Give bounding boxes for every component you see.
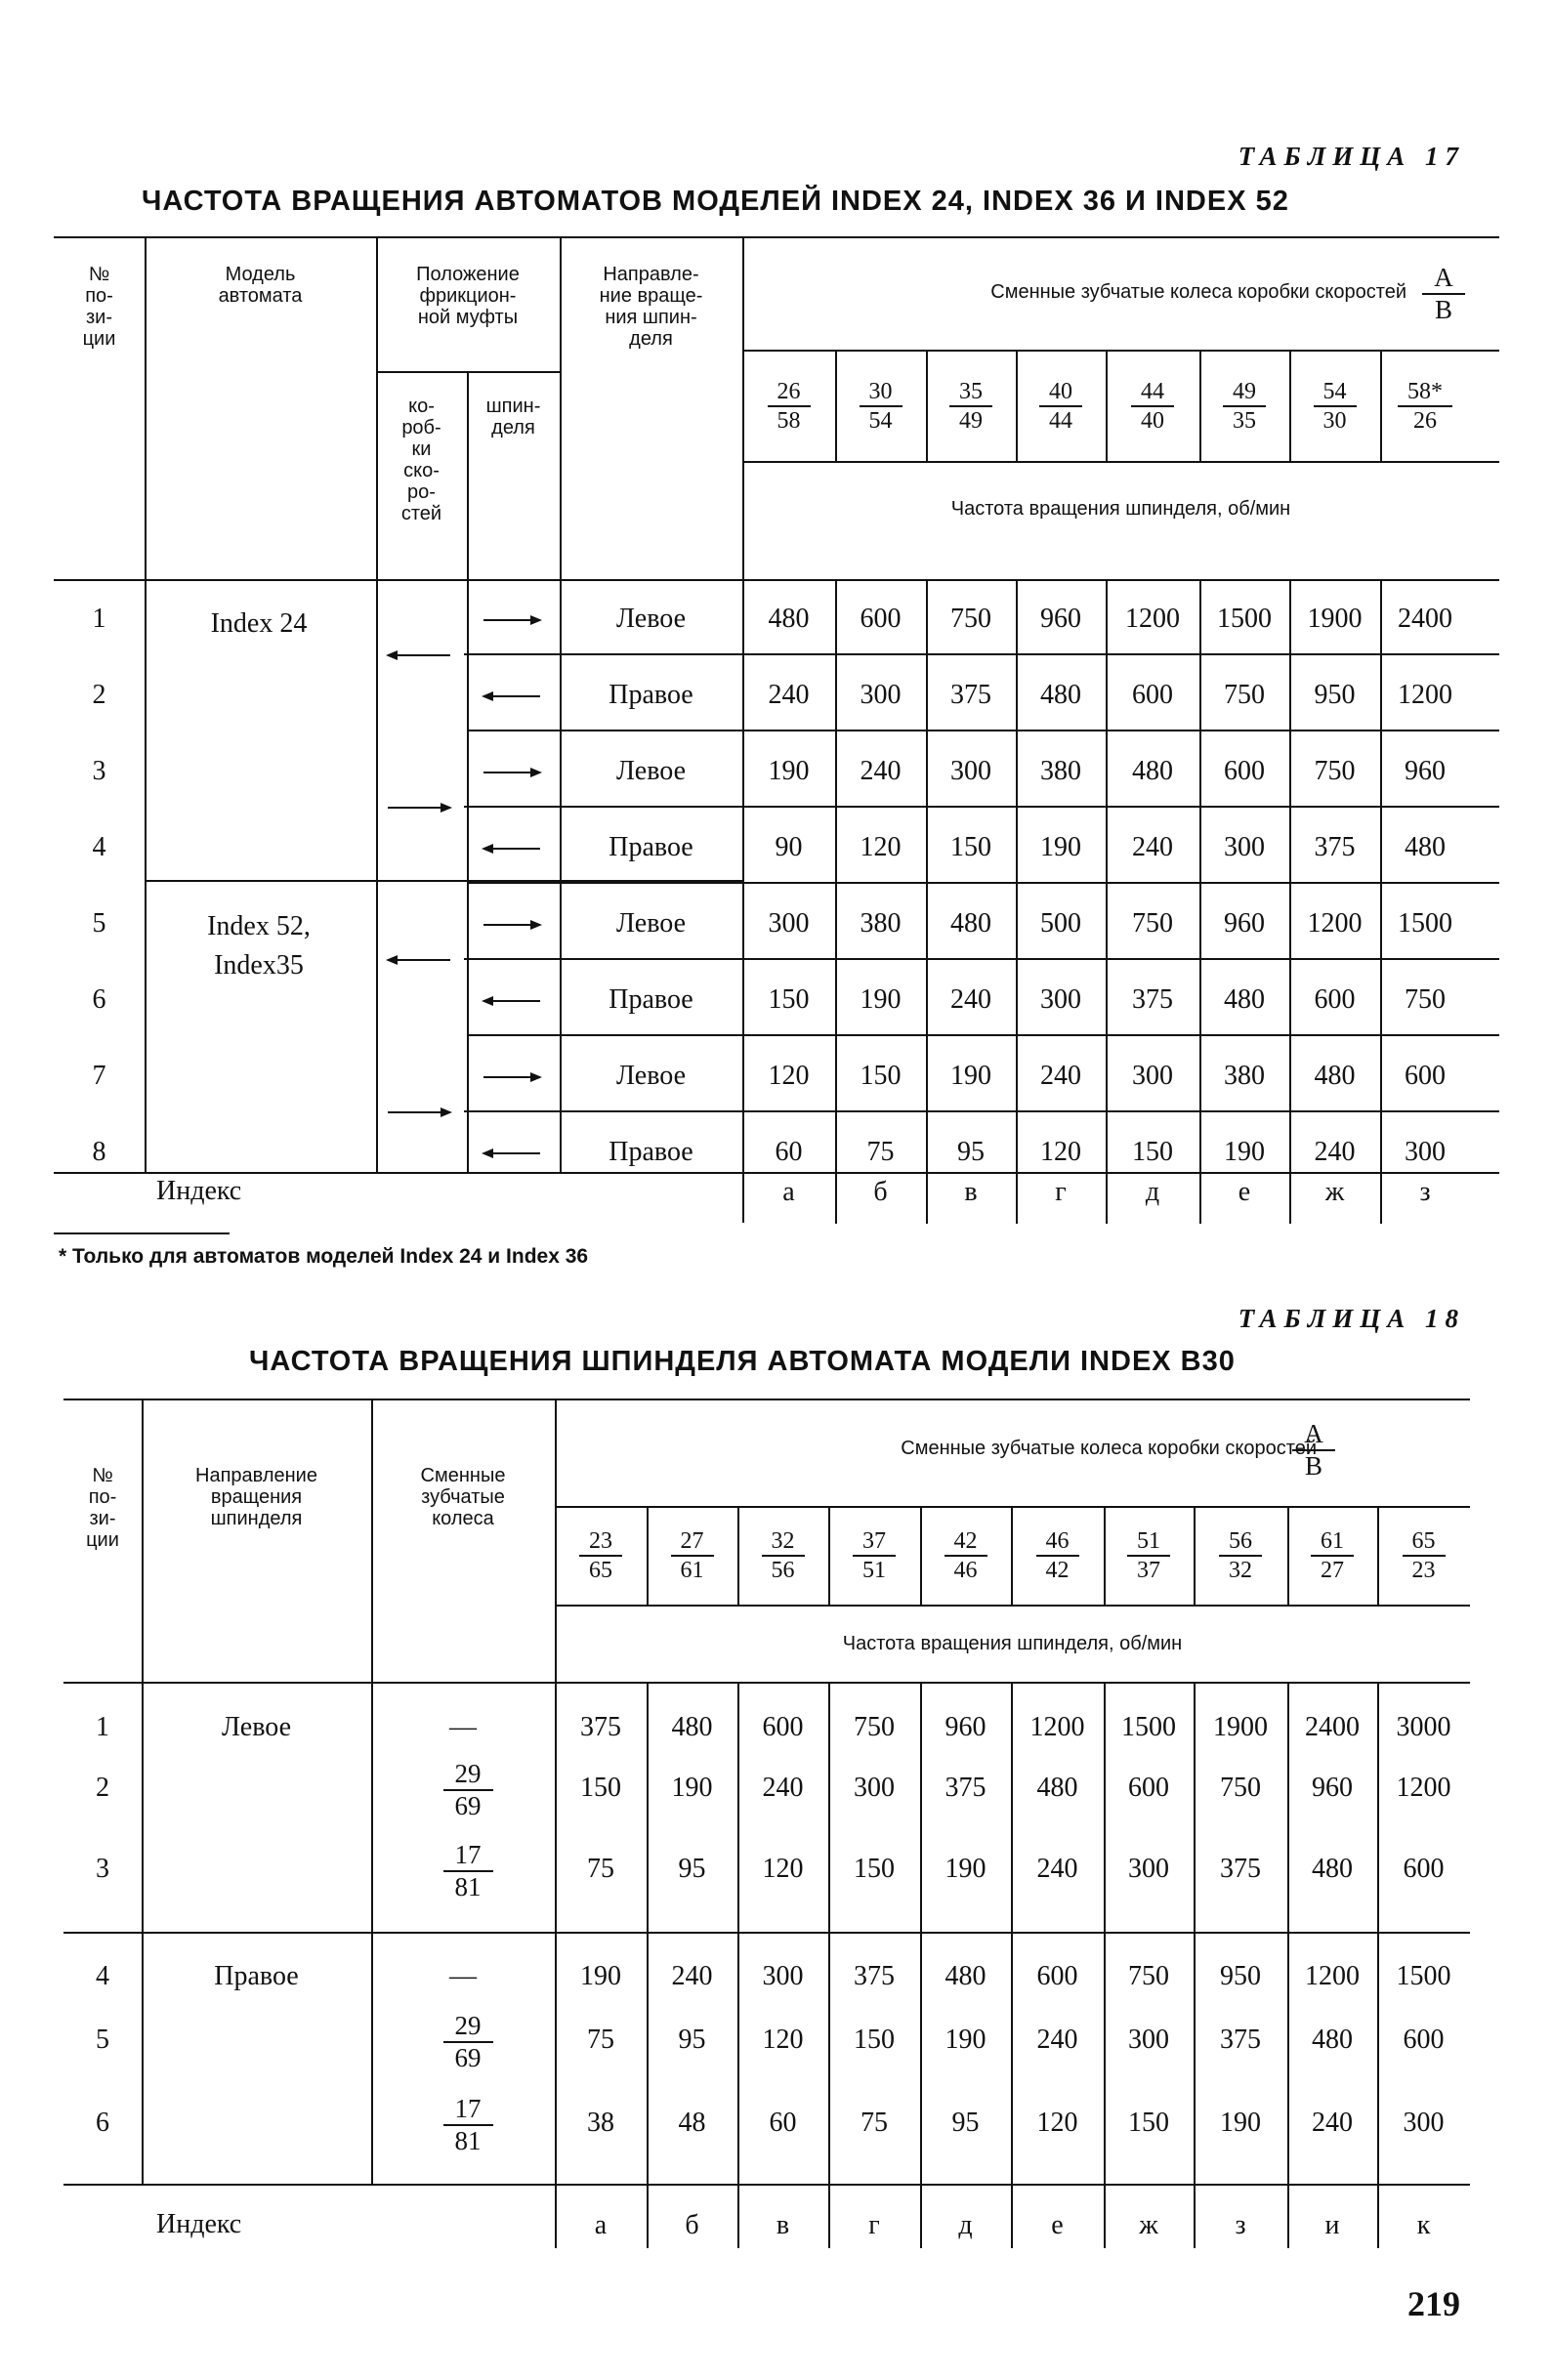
table18-header-ratio-denominator: B bbox=[1304, 1451, 1322, 1481]
table18-gear-ratio bbox=[552, 1528, 650, 1583]
table17-value: 960 bbox=[1405, 756, 1446, 786]
table18-value: 48 bbox=[678, 2108, 706, 2138]
table17-value: 300 bbox=[768, 908, 810, 939]
table18-col-line bbox=[647, 2184, 649, 2248]
table18-gear-ratio-numerator: 65 bbox=[1403, 1528, 1446, 1557]
table17-value: 240 bbox=[1314, 1137, 1356, 1167]
table17-value: 380 bbox=[1224, 1061, 1265, 1091]
table17-pos: 2 bbox=[92, 680, 106, 710]
table18-index-letter: в bbox=[776, 2210, 790, 2240]
table18-index-letter: и bbox=[1324, 2210, 1340, 2240]
table18-col-line bbox=[828, 2184, 830, 2248]
table17-value: 150 bbox=[950, 832, 991, 862]
table17-pos: 8 bbox=[92, 1137, 106, 1167]
table18-value: 240 bbox=[762, 1773, 804, 1803]
table17-value: 120 bbox=[1040, 1137, 1081, 1167]
table17-header-clutch-box: ко- роб- ки ско- ро- стей bbox=[400, 396, 442, 524]
table17-value: 190 bbox=[768, 756, 810, 786]
table18-header-freq: Частота вращения шпинделя, об/мин bbox=[842, 1633, 1183, 1654]
table17-value: 300 bbox=[950, 756, 991, 786]
table17-value: 60 bbox=[775, 1137, 803, 1167]
table18-value: 75 bbox=[860, 2108, 888, 2138]
table17-index-letter: е bbox=[1238, 1177, 1251, 1207]
table18-value: 190 bbox=[580, 1961, 621, 1991]
table18-value: 950 bbox=[1220, 1961, 1261, 1991]
table18-value: 150 bbox=[580, 1773, 621, 1803]
table17-footnote: * Только для автоматов моделей Index 24 и Index 36 bbox=[59, 1245, 589, 1268]
table18-value: 300 bbox=[854, 1773, 895, 1803]
table17-gear-ratio-denominator: 30 bbox=[1322, 408, 1347, 434]
table17-value: 480 bbox=[1314, 1061, 1356, 1091]
table17-index-letter: г bbox=[1055, 1177, 1067, 1207]
table18-ratio-rule bbox=[555, 1605, 1470, 1607]
table18-index-letter: ж bbox=[1139, 2210, 1158, 2240]
table18-col-line bbox=[920, 2184, 922, 2248]
table18-gear-ratio-numerator: 46 bbox=[1036, 1528, 1079, 1557]
table18-value: 2400 bbox=[1305, 1712, 1360, 1742]
table18-value: 190 bbox=[944, 2025, 986, 2055]
table17-title: ЧАСТОТА ВРАЩЕНИЯ АВТОМАТОВ МОДЕЛЕЙ INDEX 24, INDEX 36 И INDEX 52 bbox=[142, 186, 1289, 217]
table17-index-letter: в bbox=[964, 1177, 978, 1207]
table17-pos: 7 bbox=[92, 1061, 106, 1091]
table18-value: 960 bbox=[944, 1712, 986, 1742]
table18-index-label: Индекс bbox=[156, 2209, 242, 2239]
table17-value: 240 bbox=[950, 984, 991, 1015]
table18-header-direction: Направление вращения шпинделя bbox=[195, 1465, 317, 1529]
table18-col-line bbox=[1104, 2184, 1106, 2248]
table18-header-change-gears: Сменные зубчатые колеса bbox=[420, 1465, 506, 1529]
table18-value: 95 bbox=[678, 1854, 706, 1884]
table18-gear-ratio-denominator: 32 bbox=[1229, 1558, 1252, 1583]
table18-value: 60 bbox=[769, 2108, 797, 2138]
table18-value: 750 bbox=[1220, 1773, 1261, 1803]
table17-value: 375 bbox=[1314, 832, 1356, 862]
table17-direction: Правое bbox=[609, 1137, 693, 1167]
table18-value: 300 bbox=[1128, 1854, 1169, 1884]
table17-pos: 1 bbox=[92, 604, 106, 634]
table17-value: 960 bbox=[1224, 908, 1265, 939]
table18-group-rule bbox=[63, 1932, 1470, 1934]
table18-col-line bbox=[1194, 1682, 1196, 2248]
table17-value: 190 bbox=[860, 984, 902, 1015]
table18-index-letter: а bbox=[594, 2210, 608, 2240]
table17-index-letter: д bbox=[1145, 1177, 1160, 1207]
table17-value: 480 bbox=[1224, 984, 1265, 1015]
table17-value: 600 bbox=[1405, 1061, 1446, 1091]
table18-value: 190 bbox=[1220, 2108, 1261, 2138]
table18-gear-ratio-numerator: 32 bbox=[762, 1528, 805, 1557]
table17-value: 480 bbox=[1132, 756, 1173, 786]
table17-header-ratio-denominator: B bbox=[1434, 295, 1452, 324]
table18-value: 150 bbox=[854, 1854, 895, 1884]
table18-value: 480 bbox=[671, 1712, 713, 1742]
table17-value: 150 bbox=[1132, 1137, 1173, 1167]
table18-col-line bbox=[737, 2184, 739, 2248]
table17-model-index35: Index35 bbox=[214, 950, 304, 981]
table18-value: 38 bbox=[587, 2108, 614, 2138]
table17-gear-ratio-numerator: 44 bbox=[1131, 379, 1174, 407]
table18-value: 75 bbox=[587, 1854, 614, 1884]
table18-value: 1200 bbox=[1029, 1712, 1085, 1742]
table18-value: 95 bbox=[951, 2108, 980, 2138]
table18-change-gear bbox=[419, 1759, 517, 1820]
table18-value: 190 bbox=[671, 1773, 713, 1803]
table17-header-clutch: Положение фрикцион- ной муфты bbox=[416, 264, 520, 328]
table17-value: 150 bbox=[860, 1061, 902, 1091]
table18-index-letter: е bbox=[1051, 2210, 1064, 2240]
table17-pos: 4 bbox=[92, 832, 106, 862]
table18-value: 300 bbox=[762, 1961, 804, 1991]
table17-gear-ratio-denominator: 26 bbox=[1413, 408, 1437, 434]
table17-value: 500 bbox=[1040, 908, 1081, 939]
table18-gear-ratio-numerator: 51 bbox=[1127, 1528, 1170, 1557]
table18-top-rule bbox=[63, 1399, 1470, 1400]
table18-change-gear: — bbox=[449, 1961, 477, 1991]
table17-header-freq: Частота вращения шпинделя, об/мин bbox=[950, 498, 1291, 520]
table18-value: 150 bbox=[854, 2025, 895, 2055]
table17-value: 960 bbox=[1040, 604, 1081, 634]
table18-gear-ratio-denominator: 37 bbox=[1137, 1558, 1160, 1583]
table17-value: 480 bbox=[1040, 680, 1081, 710]
table17-direction: Правое bbox=[609, 984, 693, 1015]
table18-value: 480 bbox=[1312, 2025, 1353, 2055]
table17-pos: 5 bbox=[92, 908, 106, 939]
table17-value: 950 bbox=[1314, 680, 1356, 710]
table18-header-ratio-numerator: A bbox=[1292, 1419, 1335, 1451]
table17-gear-ratio-denominator: 35 bbox=[1233, 408, 1256, 434]
table18-gear-ratio-numerator: 27 bbox=[671, 1528, 714, 1557]
table18-header-gears: Сменные зубчатые колеса коробки скоростей bbox=[901, 1438, 1317, 1459]
table18-index-letter: к bbox=[1416, 2210, 1431, 2240]
table17-gear-ratio-denominator: 44 bbox=[1049, 408, 1072, 434]
table18-gear-ratio bbox=[825, 1528, 923, 1583]
table17-value: 750 bbox=[1132, 908, 1173, 939]
table18-gear-ratio bbox=[644, 1528, 741, 1583]
table18-gear-ratio bbox=[1283, 1528, 1381, 1583]
table17-header-direction: Направле- ние враще- ния шпин- деля bbox=[599, 264, 703, 350]
table17-value: 300 bbox=[1224, 832, 1265, 862]
table18-value: 1200 bbox=[1396, 1773, 1451, 1803]
table18-change-gear-numerator: 29 bbox=[443, 1759, 493, 1791]
table18-value: 600 bbox=[1403, 1854, 1445, 1884]
table18-value: 375 bbox=[580, 1712, 621, 1742]
table17-value: 750 bbox=[1224, 680, 1265, 710]
table18-direction: Правое bbox=[214, 1961, 299, 1991]
table18-index-letter: з bbox=[1235, 2210, 1246, 2240]
table17-gear-ratio-numerator: 49 bbox=[1223, 379, 1266, 407]
table18-pos: 2 bbox=[96, 1773, 109, 1803]
table17-value: 300 bbox=[860, 680, 902, 710]
table17-value: 480 bbox=[768, 604, 810, 634]
table18-pos: 5 bbox=[96, 2025, 109, 2055]
table17-direction: Правое bbox=[609, 832, 693, 862]
table18-pos: 6 bbox=[96, 2108, 109, 2138]
table17-value: 1200 bbox=[1307, 908, 1363, 939]
table17-value: 600 bbox=[1314, 984, 1356, 1015]
table18-change-gear-denominator: 81 bbox=[454, 2126, 482, 2155]
table17-value: 75 bbox=[866, 1137, 895, 1167]
table18-gear-ratio-denominator: 46 bbox=[953, 1558, 978, 1583]
table18-col-line bbox=[1011, 2184, 1013, 2248]
table18-value: 150 bbox=[1128, 2108, 1169, 2138]
table18-header-ratio bbox=[1265, 1419, 1363, 1481]
table17-gear-ratio-denominator: 49 bbox=[959, 408, 983, 434]
table17-value: 1500 bbox=[1398, 908, 1452, 939]
table18-title: ЧАСТОТА ВРАЩЕНИЯ ШПИНДЕЛЯ АВТОМАТА МОДЕЛИ INDEX B30 bbox=[249, 1346, 1236, 1377]
table18-change-gear-denominator: 69 bbox=[454, 2043, 482, 2072]
table17-value: 750 bbox=[950, 604, 991, 634]
table17-value: 240 bbox=[860, 756, 902, 786]
table17-value: 300 bbox=[1132, 1061, 1173, 1091]
table18-change-gear bbox=[419, 1840, 517, 1901]
table18-gear-ratio-denominator: 65 bbox=[589, 1558, 612, 1583]
table18-header-position: № по- зи- ции bbox=[86, 1465, 119, 1551]
table18-header-bottom-rule bbox=[63, 1682, 1470, 1684]
table18-index-rule bbox=[63, 2184, 1470, 2186]
table18-value: 600 bbox=[1403, 2025, 1445, 2055]
table18-pos: 1 bbox=[96, 1712, 109, 1742]
table17-value: 1200 bbox=[1398, 680, 1452, 710]
table18-gear-ratio-denominator: 23 bbox=[1411, 1558, 1436, 1583]
table18-col-line bbox=[1377, 2184, 1379, 2248]
table18-index-letter: г bbox=[868, 2210, 880, 2240]
table18-value: 240 bbox=[1036, 1854, 1078, 1884]
table17-index-letter: з bbox=[1419, 1177, 1431, 1207]
table17-index-letter: а bbox=[782, 1177, 795, 1207]
table17-value: 190 bbox=[950, 1061, 991, 1091]
table17-value: 120 bbox=[768, 1061, 810, 1091]
table17-value: 1900 bbox=[1307, 604, 1363, 634]
table17-value: 190 bbox=[1040, 832, 1081, 862]
table17-value: 1200 bbox=[1125, 604, 1180, 634]
table17-value: 240 bbox=[1040, 1061, 1081, 1091]
table18-value: 1500 bbox=[1121, 1712, 1176, 1742]
table18-pos: 3 bbox=[96, 1854, 109, 1884]
table18-gear-ratio-numerator: 37 bbox=[853, 1528, 896, 1557]
table18-value: 960 bbox=[1312, 1773, 1353, 1803]
table18-value: 95 bbox=[678, 2025, 706, 2055]
table18-value: 750 bbox=[1128, 1961, 1169, 1991]
table17-value: 600 bbox=[1132, 680, 1173, 710]
table18-index-letter: б bbox=[685, 2210, 699, 2240]
table17-direction: Левое bbox=[615, 908, 687, 939]
table18-value: 1200 bbox=[1305, 1961, 1360, 1991]
table17-value: 150 bbox=[768, 984, 810, 1015]
table17-value: 600 bbox=[1224, 756, 1265, 786]
table18-value: 240 bbox=[671, 1961, 713, 1991]
table18-col-line bbox=[1287, 2184, 1289, 2248]
table17-gear-ratio-numerator: 58* bbox=[1398, 379, 1452, 407]
table18-value: 600 bbox=[762, 1712, 804, 1742]
table18-gear-ratio bbox=[917, 1528, 1015, 1583]
table18-value: 375 bbox=[1220, 1854, 1261, 1884]
table18-value: 375 bbox=[944, 1773, 986, 1803]
table17-direction: Правое bbox=[609, 680, 693, 710]
table18-value: 300 bbox=[1403, 2108, 1445, 2138]
table17-value: 375 bbox=[950, 680, 991, 710]
table17-value: 95 bbox=[957, 1137, 985, 1167]
table17-value: 380 bbox=[1040, 756, 1081, 786]
table17-caption: ТАБЛИЦА 17 bbox=[1238, 142, 1465, 171]
table18-value: 1900 bbox=[1213, 1712, 1268, 1742]
table17-pos: 3 bbox=[92, 756, 106, 786]
table18-change-gear-numerator: 17 bbox=[443, 2094, 493, 2126]
table18-gear-ratio-numerator: 56 bbox=[1219, 1528, 1262, 1557]
table17-value: 480 bbox=[950, 908, 991, 939]
table18-value: 480 bbox=[1312, 1854, 1353, 1884]
table18-value: 120 bbox=[762, 2025, 804, 2055]
table18-value: 375 bbox=[854, 1961, 895, 1991]
table18-gear-ratio bbox=[1375, 1528, 1473, 1583]
table18-col-line bbox=[1194, 2184, 1196, 2248]
table17-header-model: Модель автомата bbox=[218, 264, 303, 307]
table18-change-gear: — bbox=[449, 1712, 477, 1742]
table18-gear-ratio-denominator: 56 bbox=[771, 1558, 795, 1583]
table18-change-gear bbox=[419, 2011, 517, 2072]
table17-header-ratio-numerator: A bbox=[1422, 263, 1465, 295]
table18-value: 480 bbox=[1036, 1773, 1078, 1803]
table17-direction: Левое bbox=[615, 604, 687, 634]
table17-value: 1500 bbox=[1217, 604, 1272, 634]
table17-value: 380 bbox=[860, 908, 902, 939]
table17-header-position: № по- зи- ции bbox=[82, 264, 116, 350]
table17-gear-ratio-denominator: 40 bbox=[1141, 408, 1164, 434]
table17-index-label: Индекс bbox=[156, 1176, 242, 1206]
table17-index-letter: ж bbox=[1324, 1177, 1345, 1207]
table18-change-gear-denominator: 81 bbox=[454, 1872, 482, 1901]
table18-gear-ratio-denominator: 27 bbox=[1321, 1558, 1344, 1583]
table18-gear-ratio-numerator: 61 bbox=[1311, 1528, 1354, 1557]
page-number: 219 bbox=[1407, 2284, 1460, 2323]
table18-value: 75 bbox=[587, 2025, 614, 2055]
table18-value: 375 bbox=[1220, 2025, 1261, 2055]
table17-header-gears: Сменные зубчатые колеса коробки скоростей bbox=[990, 281, 1406, 303]
table17-value: 190 bbox=[1224, 1137, 1265, 1167]
table17-value: 480 bbox=[1405, 832, 1446, 862]
table17-direction: Левое bbox=[615, 756, 687, 786]
table18-gear-ratio bbox=[1009, 1528, 1107, 1583]
table18-index-letter: д bbox=[958, 2210, 973, 2240]
table18-gear-ratio bbox=[735, 1528, 832, 1583]
table17-value: 375 bbox=[1132, 984, 1173, 1015]
table18-gear-ratio-numerator: 23 bbox=[579, 1528, 622, 1557]
table18-value: 480 bbox=[944, 1961, 986, 1991]
table17-value: 600 bbox=[860, 604, 902, 634]
table17-pos: 6 bbox=[92, 984, 106, 1015]
table17-value: 90 bbox=[775, 832, 803, 862]
table18-gear-ratio-denominator: 61 bbox=[680, 1558, 704, 1583]
table18-gear-ratio-denominator: 42 bbox=[1045, 1558, 1070, 1583]
table17-model-index24: Index 24 bbox=[210, 608, 308, 639]
table18-gear-ratio-numerator: 42 bbox=[944, 1528, 987, 1557]
table18-caption: ТАБЛИЦА 18 bbox=[1238, 1304, 1465, 1333]
table17-value: 300 bbox=[1405, 1137, 1446, 1167]
table17-gear-ratio-numerator: 30 bbox=[860, 379, 902, 407]
table17-gear-ratio-numerator: 35 bbox=[949, 379, 992, 407]
table18-change-gear-numerator: 17 bbox=[443, 1840, 493, 1872]
table18-value: 3000 bbox=[1396, 1712, 1451, 1742]
table18-change-gear-denominator: 69 bbox=[454, 1791, 482, 1820]
table17-value: 300 bbox=[1040, 984, 1081, 1015]
table18-change-gear bbox=[419, 2094, 517, 2155]
table17-gear-ratio-numerator: 26 bbox=[768, 379, 811, 407]
table18-value: 750 bbox=[854, 1712, 895, 1742]
table17-index-letter: б bbox=[873, 1177, 888, 1207]
table17-value: 2400 bbox=[1398, 604, 1452, 634]
table18-value: 240 bbox=[1036, 2025, 1078, 2055]
table18-value: 120 bbox=[1036, 2108, 1078, 2138]
table18-value: 190 bbox=[944, 1854, 986, 1884]
table18-value: 300 bbox=[1128, 2025, 1169, 2055]
table18-value: 120 bbox=[762, 1854, 804, 1884]
table18-gear-ratio bbox=[1100, 1528, 1197, 1583]
table18-change-gear-numerator: 29 bbox=[443, 2011, 493, 2043]
table18-value: 600 bbox=[1128, 1773, 1169, 1803]
table17-value: 750 bbox=[1314, 756, 1356, 786]
table18-value: 240 bbox=[1312, 2108, 1353, 2138]
table17-gear-ratio-denominator: 58 bbox=[776, 408, 801, 434]
table18-gear-ratio bbox=[1192, 1528, 1289, 1583]
table18-value: 1500 bbox=[1396, 1961, 1451, 1991]
table17-header-clutch-spindle: шпин- деля bbox=[485, 396, 541, 438]
table17-gear-ratio-numerator: 54 bbox=[1314, 379, 1357, 407]
table17-value: 120 bbox=[860, 832, 902, 862]
table18-pos: 4 bbox=[96, 1961, 109, 1991]
table17-gear-ratio-denominator: 54 bbox=[868, 408, 893, 434]
table17-value: 240 bbox=[768, 680, 810, 710]
table17-gear-ratio-numerator: 40 bbox=[1039, 379, 1082, 407]
table17-value: 750 bbox=[1405, 984, 1446, 1015]
table17-direction: Левое bbox=[615, 1061, 687, 1091]
table17-value: 240 bbox=[1132, 832, 1173, 862]
table18-direction: Левое bbox=[221, 1712, 292, 1742]
table18-gear-ratio-denominator: 51 bbox=[862, 1558, 886, 1583]
table18-value: 600 bbox=[1036, 1961, 1078, 1991]
table17-model-index52: Index 52, bbox=[207, 911, 311, 941]
